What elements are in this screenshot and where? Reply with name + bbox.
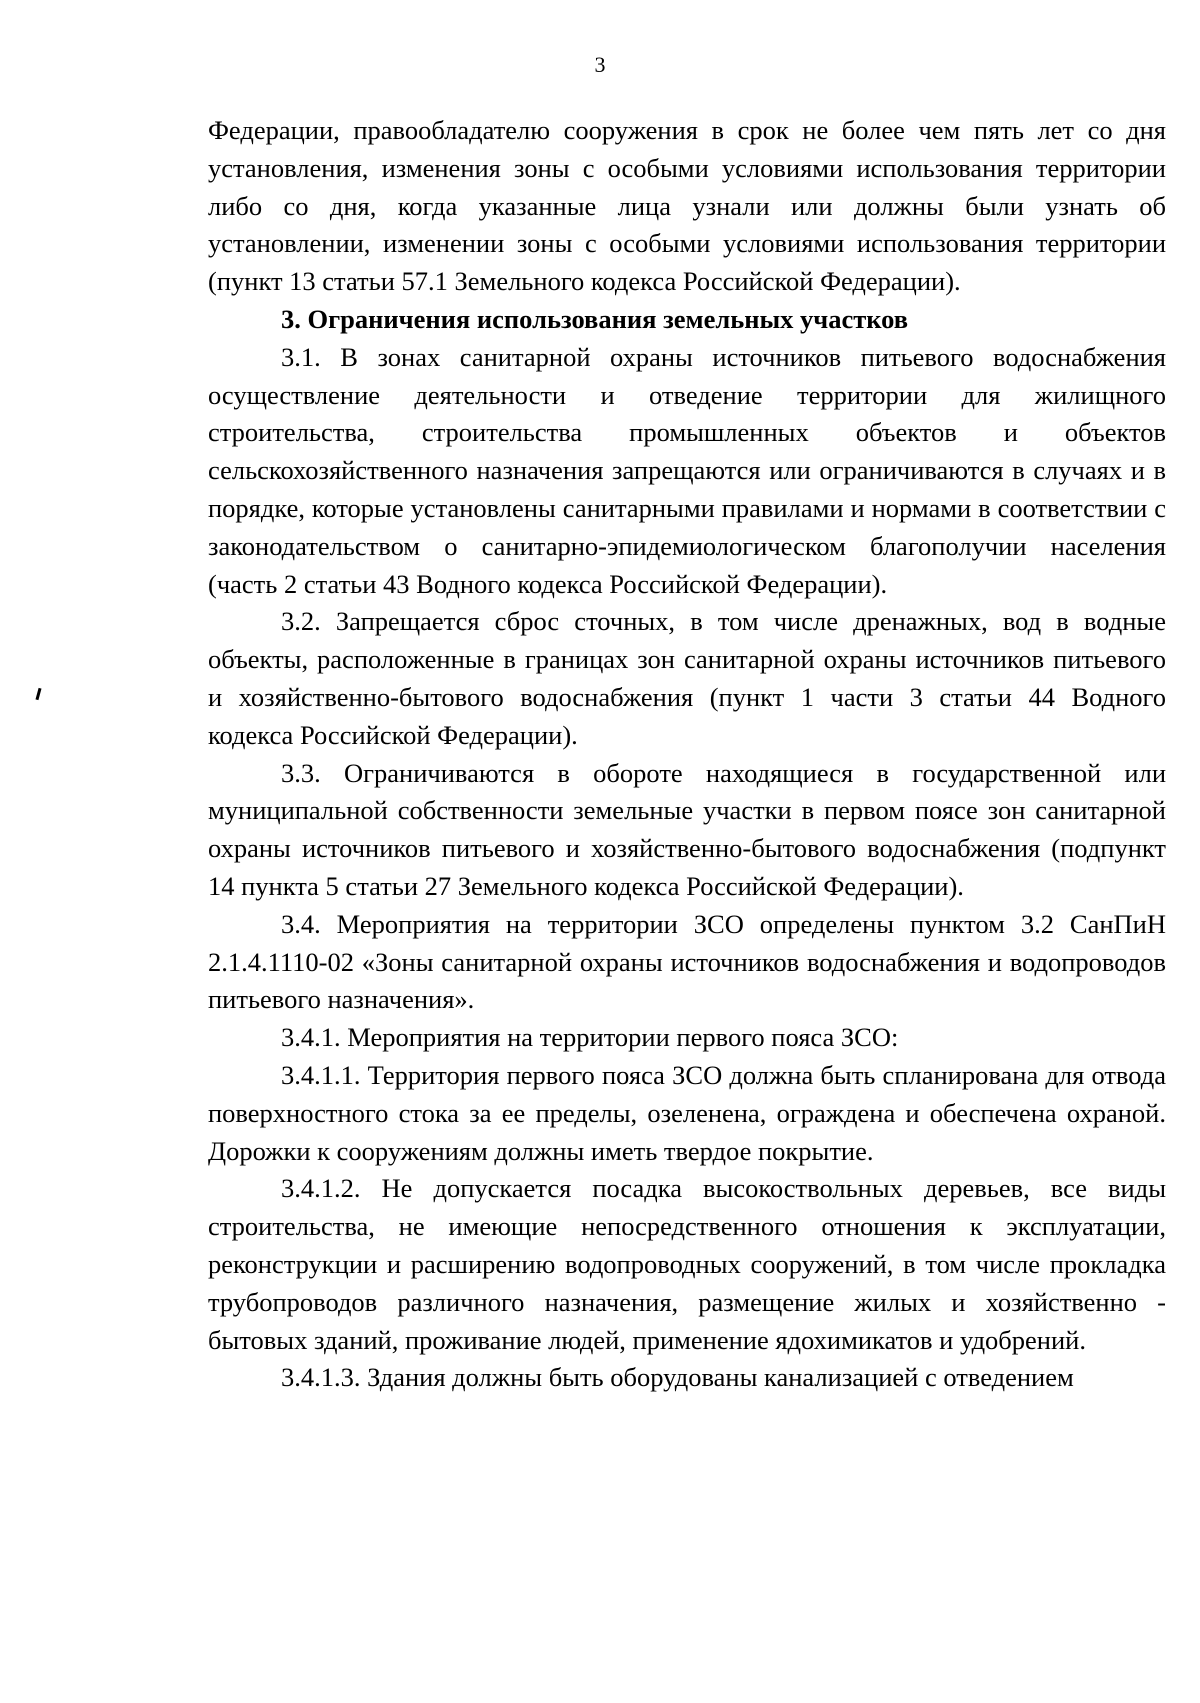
paragraph-3-4-1-1: 3.4.1.1. Территория первого пояса ЗСО должна быть спланирована для отвода поверхностного стока за ее пределы, озеленена, ограждена и обеспечена охраной. Дорожки к сооружениям должны иметь твердое покрытие. bbox=[208, 1059, 1166, 1166]
document-body bbox=[208, 112, 1166, 1397]
paragraph-3-4: 3.4. Мероприятия на территории ЗСО определены пунктом 3.2 СанПиН 2.1.4.1110-02 «Зоны санитарной охраны источников водоснабжения и водопроводов питьевого назначения». bbox=[208, 908, 1166, 1015]
paragraph-3-2: 3.2. Запрещается сброс сточных, в том числе дренажных, вод в водные объекты, расположенные в границах зон санитарной охраны источников питьевого и хозяйственно-бытового водоснабжения (пункт 1 части 3 статьи 44 Водного кодекса Российской Федерации). bbox=[208, 606, 1166, 750]
section-heading: 3. Ограничения использования земельных участков bbox=[281, 303, 909, 334]
paragraph-3-4-1-2: 3.4.1.2. Не допускается посадка высокоствольных деревьев, все виды строительства, не имеющие непосредственного отношения к эксплуатации, реконструкции и расширению водопроводных сооружений, в том числе прокладка трубопроводов различного назначения, размещение жилых и хозяйственно - бытовых зданий, проживание людей, применение ядохимикатов и удобрений. bbox=[208, 1173, 1166, 1355]
paragraph-3-3: 3.3. Ограничиваются в обороте находящиеся в государственной или муниципальной собственности земельные участки в первом поясе зон санитарной охраны источников питьевого и хозяйственно-бытового водоснабжения (подпункт 14 пункта 5 статьи 27 Земельного кодекса Российской Федерации). bbox=[208, 757, 1166, 901]
paragraph-3-1: 3.1. В зонах санитарной охраны источников питьевого водоснабжения осуществление деятельности и отведение территории для жилищного строительства, строительства промышленных объектов и объектов сельскохозяйственного назначения запрещаются или ограничиваются в случаях и в порядке, которые установлены санитарными правилами и нормами в соответствии с законодательством о санитарно-эпидемиологическом благополучии населения (часть 2 статьи 43 Водного кодекса Российской Федерации). bbox=[208, 341, 1166, 599]
paragraph-3-4-1: 3.4.1. Мероприятия на территории первого пояса ЗСО: bbox=[281, 1022, 899, 1053]
paragraph-3-4-1-3: 3.4.1.3. Здания должны быть оборудованы канализацией с отведением bbox=[281, 1362, 1074, 1393]
page-number: 3 bbox=[594, 52, 606, 77]
stray-mark bbox=[35, 688, 41, 700]
paragraph-continuation: Федерации, правообладателю сооружения в срок не более чем пять лет со дня установления, изменения зоны с особыми условиями использования территории либо со дня, когда указанные лица узнали или должны были узнать об установлении, изменении зоны с особыми условиями использования территории (пункт 13 статьи 57.1 Земельного кодекса Российской Федерации). bbox=[208, 115, 1166, 297]
